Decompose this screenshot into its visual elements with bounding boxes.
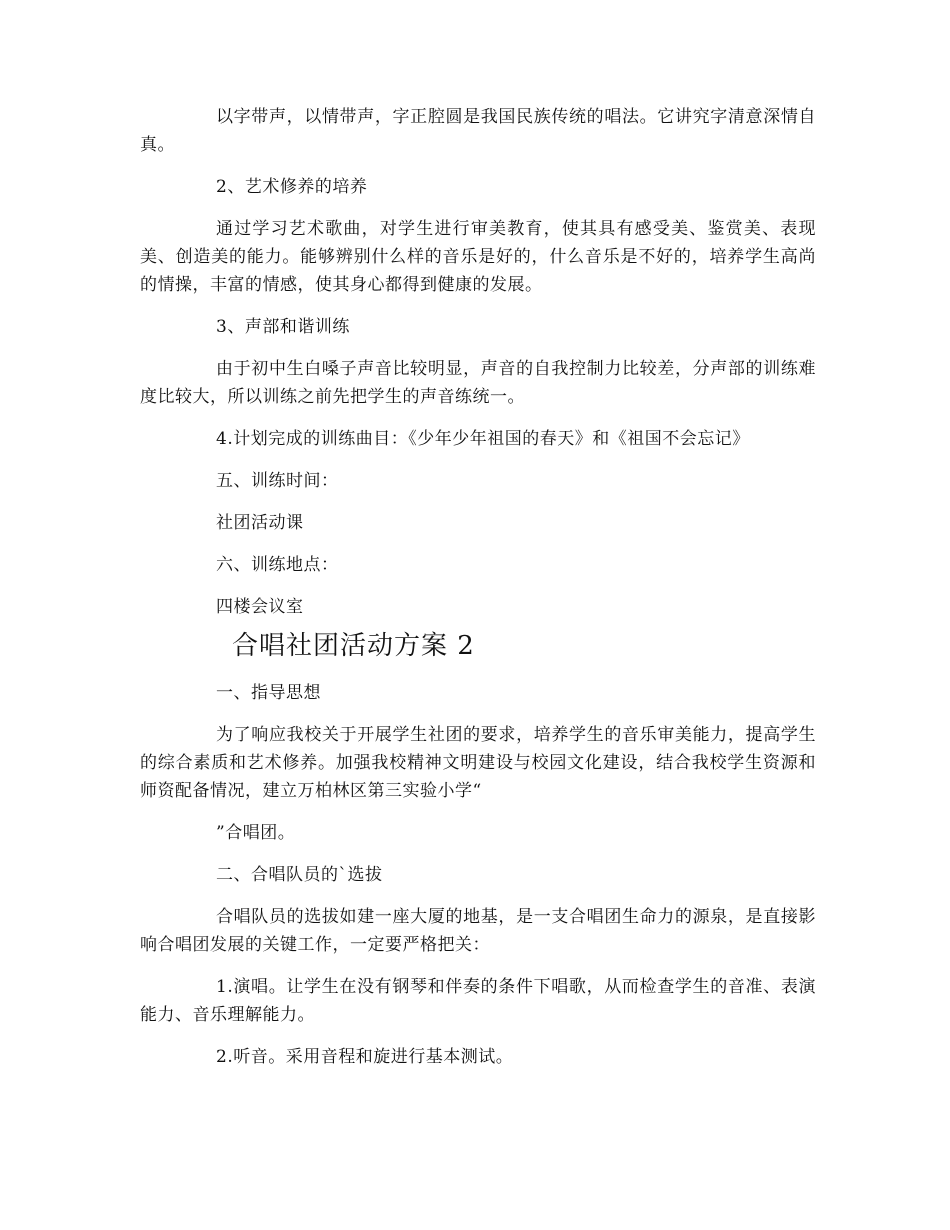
paragraph-choir-name: ”合唱团。 xyxy=(216,823,296,843)
paragraph-harmony-training: 由于初中生白嗓子声音比较明显，声音的自我控制力比较差，分声部的训练难度比较大，所以训练之前先把学生的声音练统一。 xyxy=(140,359,816,407)
heading-art-cultivation: 2、艺术修养的培养 xyxy=(216,177,368,197)
paragraph-singing-test: 1.演唱。让学生在没有钢琴和伴奏的条件下唱歌，从而检查学生的音准、表演能力、音乐理解能力。 xyxy=(140,977,816,1025)
paragraph-listening-test: 2.听音。采用音程和旋进行基本测试。 xyxy=(216,1047,514,1067)
paragraph-training-location: 四楼会议室 xyxy=(216,597,304,617)
paragraph-art-cultivation: 通过学习艺术歌曲，对学生进行审美教育，使其具有感受美、鉴赏美、表现美、创造美的能力。能够辨别什么样的音乐是好的，什么音乐是不好的，培养学生高尚的情操，丰富的情感，使其身心都得到健康的发展。 xyxy=(140,219,816,295)
heading-training-location: 六、训练地点： xyxy=(216,555,339,575)
paragraph-planned-repertoire: 4.计划完成的训练曲目：《少年少年祖国的春天》和《祖国不会忘记》 xyxy=(216,429,750,449)
heading-training-time: 五、训练时间： xyxy=(216,471,339,491)
document-page xyxy=(140,103,816,1071)
paragraph-member-selection: 合唱队员的选拔如建一座大厦的地基，是一支合唱团生命力的源泉，是直接影响合唱团发展的关键工作，一定要严格把关： xyxy=(140,907,816,955)
heading-guiding-ideology: 一、指导思想 xyxy=(216,683,321,703)
section-title: 合唱社团活动方案 2 xyxy=(232,631,475,661)
paragraph-training-time: 社团活动课 xyxy=(216,513,304,533)
paragraph-singing-method: 以字带声，以情带声，字正腔圆是我国民族传统的唱法。它讲究字清意深情自真。 xyxy=(140,107,816,155)
paragraph-guiding-ideology: 为了响应我校关于开展学生社团的要求，培养学生的音乐审美能力，提高学生的综合素质和艺术修养。加强我校精神文明建设与校园文化建设，结合我校学生资源和师资配备情况，建立万柏林区第三实验小学“ xyxy=(140,725,816,801)
heading-member-selection: 二、合唱队员的`选拔 xyxy=(216,865,383,885)
heading-harmony-training: 3、声部和谐训练 xyxy=(216,317,350,337)
